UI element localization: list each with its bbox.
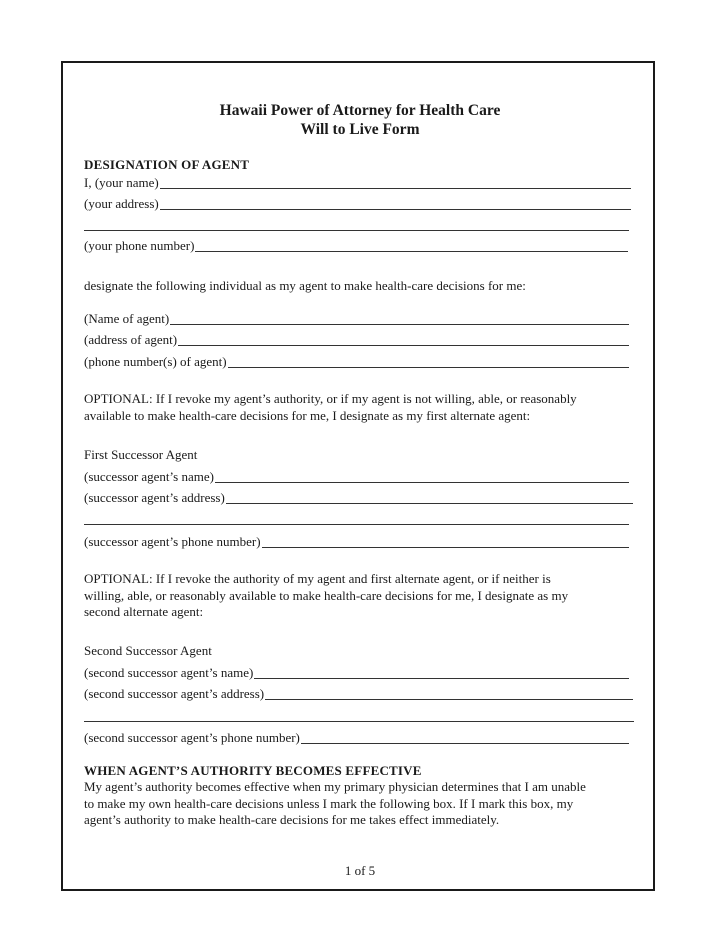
agent-name-blank[interactable]	[170, 324, 629, 325]
second-successor-address-blank-2[interactable]	[84, 721, 634, 722]
designation-heading: DESIGNATION OF AGENT	[84, 157, 250, 172]
effective-line2: to make my own health-care decisions unless I mark the following box. If I mark this box, my	[84, 795, 574, 811]
your-address-blank-2[interactable]	[84, 230, 629, 231]
first-successor-address-field[interactable]	[84, 490, 633, 506]
second-successor-phone-blank[interactable]	[301, 743, 629, 744]
your-name-blank[interactable]	[160, 188, 631, 189]
your-address-label: (your address)	[84, 196, 159, 211]
your-phone-field[interactable]	[84, 238, 628, 254]
effective-line1: My agent’s authority becomes effective when my primary physician determines that I am unable	[84, 779, 586, 794]
second-successor-address-blank[interactable]	[265, 699, 633, 700]
first-successor-address-blank-2[interactable]	[84, 524, 629, 525]
second-successor-phone-label: (second successor agent’s phone number)	[84, 730, 300, 745]
first-successor-phone-blank[interactable]	[262, 547, 629, 548]
effective-line3: agent’s authority to make health-care decisions for me takes effect immediately.	[84, 812, 500, 827]
page-number: 1 of 5	[344, 863, 376, 878]
first-successor-name-field[interactable]	[84, 469, 629, 485]
second-successor-phone-field[interactable]	[84, 730, 629, 746]
optional2-line2: willing, able, or reasonably available to make health-care decisions for me, I designate as my	[84, 587, 569, 603]
your-name-field[interactable]	[84, 175, 631, 191]
first-successor-address-blank[interactable]	[226, 503, 633, 504]
agent-name-field[interactable]	[84, 311, 629, 327]
effective-heading: WHEN AGENT’S AUTHORITY BECOMES EFFECTIVE	[84, 763, 422, 778]
optional2-line3: second alternate agent:	[84, 604, 204, 619]
first-successor-phone-label: (successor agent’s phone number)	[84, 534, 261, 549]
your-phone-label: (your phone number)	[84, 238, 195, 253]
form-title: Hawaii Power of Attorney for Health Care	[219, 102, 501, 119]
your-name-label: I, (your name)	[84, 175, 159, 190]
first-successor-name-blank[interactable]	[215, 482, 629, 483]
your-address-blank[interactable]	[160, 209, 631, 210]
form-subtitle: Will to Live Form	[300, 121, 420, 138]
agent-phone-blank[interactable]	[228, 367, 629, 368]
your-phone-blank[interactable]	[195, 251, 628, 252]
optional-first-alternate	[84, 391, 577, 424]
designate-text: designate the following individual as my agent to make health-care decisions for me:	[84, 278, 526, 293]
first-successor-name-label: (successor agent’s name)	[84, 469, 214, 484]
second-successor-name-label: (second successor agent’s name)	[84, 665, 254, 680]
first-successor-phone-field[interactable]	[84, 534, 629, 550]
optional2-line1: OPTIONAL: If I revoke the authority of my agent and first alternate agent, or if neither is	[84, 571, 551, 586]
your-address-field[interactable]	[84, 196, 631, 212]
optional1-line2: available to make health-care decisions for me, I designate as my first alternate agent:	[84, 407, 531, 423]
first-successor-heading: First Successor Agent	[84, 447, 198, 462]
second-successor-name-blank[interactable]	[254, 678, 629, 679]
agent-name-label: (Name of agent)	[84, 311, 170, 326]
agent-phone-label: (phone number(s) of agent)	[84, 354, 227, 369]
first-successor-address-label: (successor agent’s address)	[84, 490, 225, 505]
optional1-line1: OPTIONAL: If I revoke my agent’s authority, or if my agent is not willing, able, or reasonably	[84, 391, 577, 406]
second-successor-name-field[interactable]	[84, 665, 629, 681]
second-successor-address-label: (second successor agent’s address)	[84, 686, 265, 701]
second-successor-heading: Second Successor Agent	[84, 643, 212, 658]
agent-address-blank[interactable]	[178, 345, 629, 346]
optional-second-alternate	[84, 571, 568, 621]
agent-phone-field[interactable]	[84, 354, 629, 370]
agent-address-field[interactable]	[84, 332, 629, 348]
effective-paragraph	[84, 779, 586, 829]
second-successor-address-field[interactable]	[84, 686, 633, 702]
agent-address-label: (address of agent)	[84, 332, 178, 347]
